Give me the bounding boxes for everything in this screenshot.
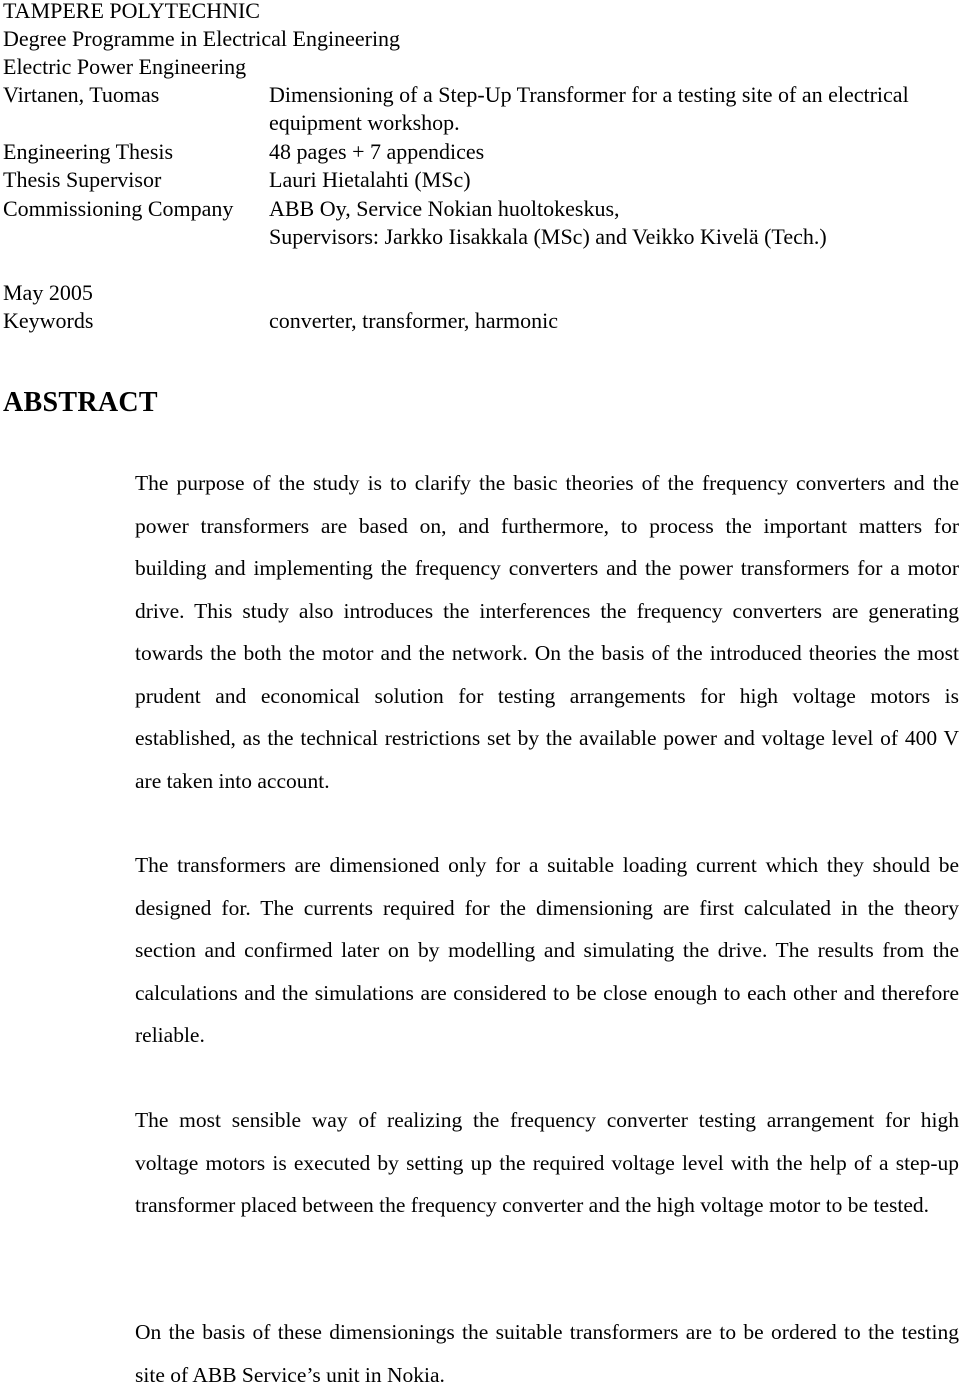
abstract-paragraph-3: The most sensible way of realizing the frequency converter testing arrangement for high voltage motors is executed by setting up the required voltage level with the help of a step-up transformer placed between the frequency converter and the high voltage motor to be tested. [135,1108,959,1217]
abstract-paragraph-4: On the basis of these dimensionings the suitable transformers are to be ordered to the testing site of ABB Service’s unit in Nokia. [135,1320,959,1387]
date-row [3,279,960,307]
author-name: Virtanen, Tuomas [3,82,160,107]
keywords-list: converter, transformer, harmonic [269,308,558,333]
author-title-row [3,81,960,137]
thesis-title: Dimensioning of a Step-Up Transformer for a testing site of an electrical equipment workshop. [269,82,909,135]
company-supervisors: Supervisors: Jarkko Iisakkala (MSc) and Veikko Kivelä (Tech.) [269,224,827,249]
supervisor-name: Lauri Hietalahti (MSc) [269,167,471,192]
degree-programme: Degree Programme in Electrical Engineering [3,26,401,51]
company-label: Commissioning Company [3,196,234,221]
thesis-date: May 2005 [3,280,93,305]
thesis-label: Engineering Thesis [3,139,174,164]
abstract-paragraph-1: The purpose of the study is to clarify the basic theories of the frequency converters and the power transformers are based on, and furthermore, to process the important matters for building and implementing the frequency converters and the power transformers for a motor drive. This study also introduces the interferences the frequency converters are generating towards the both the motor and the network. On the basis of the introduced theories the most prudent and economical solution for testing arrangements for high voltage motors is established, as the technical restrictions set by the available power and voltage level of 400 V are taken into account. [135,471,959,793]
specialisation: Electric Power Engineering [3,54,247,79]
keywords-row [3,307,960,335]
supervisor-row [3,166,960,194]
company-name: ABB Oy, Service Nokian huoltokeskus, [269,196,620,221]
abstract-paragraph-2: The transformers are dimensioned only for a suitable loading current which they should be designed for. The currents required for the dimensioning are first calculated in the theory section and confirmed later on by modelling and simulating the drive. The results from the calculations and the simulations are considered to be close enough to each other and therefore reliable. [135,853,959,1047]
keywords-label: Keywords [3,308,94,333]
abstract-heading: ABSTRACT [3,387,158,418]
thesis-pages: 48 pages + 7 appendices [269,139,485,164]
institution-name: TAMPERE POLYTECHNIC [3,0,260,23]
company-supervisors-row [3,223,960,251]
supervisor-label: Thesis Supervisor [3,167,162,192]
company-row [3,195,960,223]
thesis-info-row [3,138,960,166]
